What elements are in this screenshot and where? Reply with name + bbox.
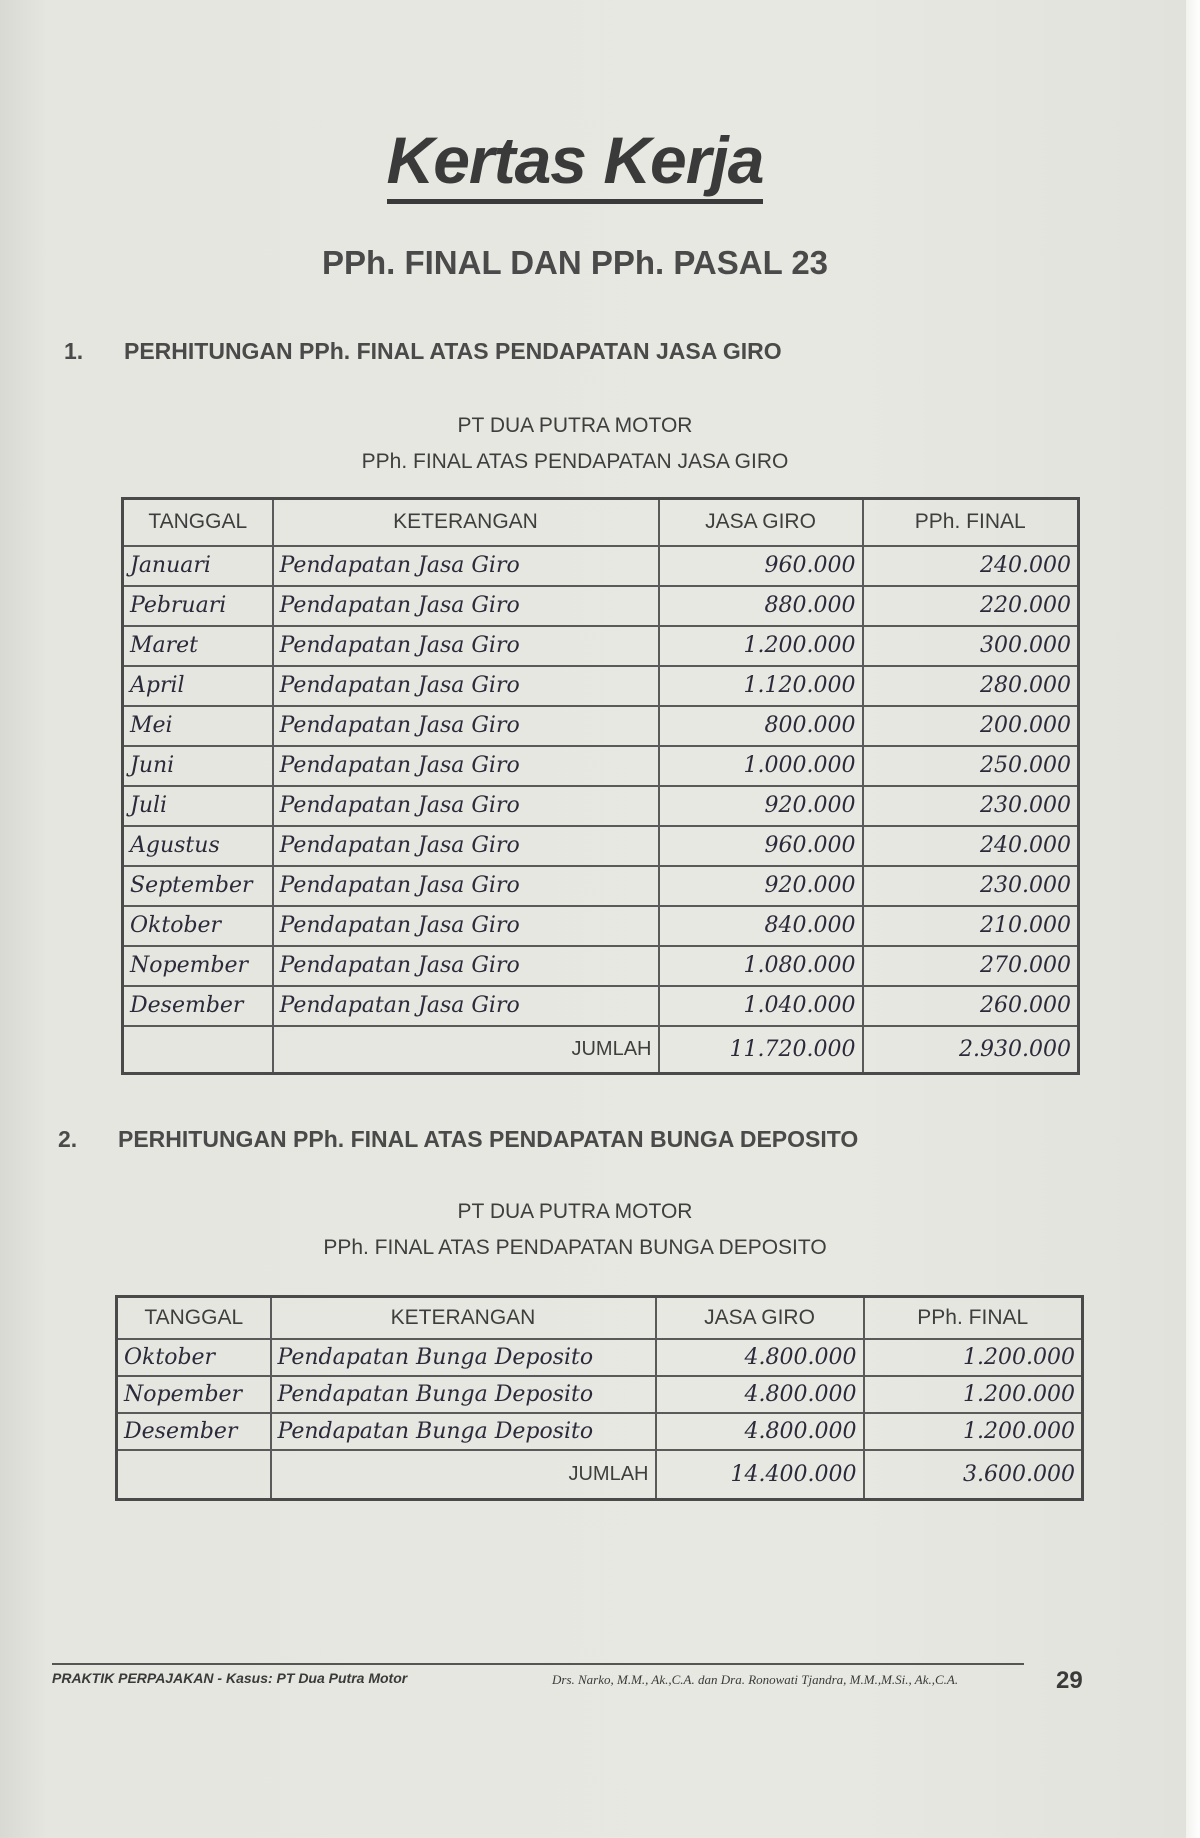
- tanggal-cell: Juli: [123, 786, 273, 826]
- jasa-giro-table: [121, 497, 1080, 1075]
- total-jasa-giro: 14.400.000: [656, 1450, 864, 1500]
- col-keterangan-header: KETERANGAN: [273, 499, 659, 546]
- table-header-row: [123, 499, 1079, 546]
- total-label: JUMLAH: [273, 1026, 659, 1074]
- footer-divider: [52, 1663, 1024, 1665]
- total-tanggal-cell: [117, 1450, 271, 1500]
- table-row: [123, 866, 1079, 906]
- keterangan-cell: Pendapatan Jasa Giro: [273, 946, 659, 986]
- page-edge: [1186, 0, 1200, 1838]
- keterangan-cell: Pendapatan Jasa Giro: [273, 546, 659, 586]
- keterangan-cell: Pendapatan Bunga Deposito: [271, 1376, 656, 1413]
- total-pph-final: 3.600.000: [864, 1450, 1083, 1500]
- table-row: [117, 1339, 1083, 1376]
- section-1-table-title: PPh. FINAL ATAS PENDAPATAN JASA GIRO: [361, 450, 789, 473]
- jasa-giro-cell: 1.000.000: [659, 746, 863, 786]
- col-pph-final-header: PPh. FINAL: [863, 499, 1079, 546]
- pph-final-cell: 280.000: [863, 666, 1079, 706]
- col-jasa-giro-header: JASA GIRO: [656, 1297, 864, 1339]
- total-row: [117, 1450, 1083, 1500]
- tanggal-cell: Maret: [123, 626, 273, 666]
- table-row: [123, 706, 1079, 746]
- tanggal-cell: Desember: [117, 1413, 271, 1450]
- table-row: [123, 786, 1079, 826]
- total-row: [123, 1026, 1079, 1074]
- keterangan-cell: Pendapatan Bunga Deposito: [271, 1413, 656, 1450]
- col-tanggal-header: TANGGAL: [123, 499, 273, 546]
- pph-final-cell: 210.000: [863, 906, 1079, 946]
- jasa-giro-cell: 960.000: [659, 826, 863, 866]
- bunga-deposito-table: [115, 1295, 1084, 1501]
- section-1-heading: 1. PERHITUNGAN PPh. FINAL ATAS PENDAPATAN JASA GIRO: [64, 338, 782, 364]
- pph-final-cell: 250.000: [863, 746, 1079, 786]
- tanggal-cell: Agustus: [123, 826, 273, 866]
- table-row: [123, 586, 1079, 626]
- total-jasa-giro: 11.720.000: [659, 1026, 863, 1074]
- jasa-giro-cell: 4.800.000: [656, 1376, 864, 1413]
- tanggal-cell: Januari: [123, 546, 273, 586]
- table-row: [123, 746, 1079, 786]
- jasa-giro-cell: 920.000: [659, 866, 863, 906]
- keterangan-cell: Pendapatan Jasa Giro: [273, 626, 659, 666]
- jasa-giro-cell: 880.000: [659, 586, 863, 626]
- table-row: [123, 666, 1079, 706]
- table-row: [123, 906, 1079, 946]
- pph-final-cell: 200.000: [863, 706, 1079, 746]
- pph-final-cell: 240.000: [863, 826, 1079, 866]
- jasa-giro-cell: 4.800.000: [656, 1339, 864, 1376]
- pph-final-cell: 230.000: [863, 866, 1079, 906]
- section-1-company: PT DUA PUTRA MOTOR: [457, 414, 693, 437]
- keterangan-cell: Pendapatan Jasa Giro: [273, 986, 659, 1026]
- pph-final-cell: 230.000: [863, 786, 1079, 826]
- table-row: [123, 826, 1079, 866]
- table-row: [123, 986, 1079, 1026]
- keterangan-cell: Pendapatan Jasa Giro: [273, 906, 659, 946]
- page-number: 29: [1056, 1667, 1083, 1694]
- jasa-giro-cell: 1.120.000: [659, 666, 863, 706]
- keterangan-cell: Pendapatan Jasa Giro: [273, 866, 659, 906]
- table-row: [117, 1413, 1083, 1450]
- section-2-table-title: PPh. FINAL ATAS PENDAPATAN BUNGA DEPOSITO: [323, 1236, 827, 1259]
- section-2-company: PT DUA PUTRA MOTOR: [457, 1200, 693, 1223]
- col-tanggal-header: TANGGAL: [117, 1297, 271, 1339]
- jasa-giro-cell: 840.000: [659, 906, 863, 946]
- jasa-giro-cell: 960.000: [659, 546, 863, 586]
- table-row: [123, 546, 1079, 586]
- keterangan-cell: Pendapatan Jasa Giro: [273, 586, 659, 626]
- keterangan-cell: Pendapatan Jasa Giro: [273, 746, 659, 786]
- page-subtitle: PPh. FINAL DAN PPh. PASAL 23: [321, 244, 829, 281]
- tanggal-cell: Juni: [123, 746, 273, 786]
- col-pph-final-header: PPh. FINAL: [864, 1297, 1083, 1339]
- section-2-heading: 2. PERHITUNGAN PPh. FINAL ATAS PENDAPATAN BUNGA DEPOSITO: [58, 1126, 859, 1152]
- jasa-giro-cell: 4.800.000: [656, 1413, 864, 1450]
- col-keterangan-header: KETERANGAN: [271, 1297, 656, 1339]
- tanggal-cell: Oktober: [117, 1339, 271, 1376]
- tanggal-cell: September: [123, 866, 273, 906]
- jasa-giro-cell: 1.200.000: [659, 626, 863, 666]
- total-tanggal-cell: [123, 1026, 273, 1074]
- footer-book-title: PRAKTIK PERPAJAKAN - Kasus: PT Dua Putra Motor: [52, 1670, 408, 1686]
- pph-final-cell: 300.000: [863, 626, 1079, 666]
- pph-final-cell: 220.000: [863, 586, 1079, 626]
- tanggal-cell: Pebruari: [123, 586, 273, 626]
- tanggal-cell: Oktober: [123, 906, 273, 946]
- pph-final-cell: 1.200.000: [864, 1339, 1083, 1376]
- keterangan-cell: Pendapatan Jasa Giro: [273, 706, 659, 746]
- jasa-giro-cell: 920.000: [659, 786, 863, 826]
- table-row: [117, 1376, 1083, 1413]
- tanggal-cell: Desember: [123, 986, 273, 1026]
- jasa-giro-cell: 800.000: [659, 706, 863, 746]
- tanggal-cell: Mei: [123, 706, 273, 746]
- total-label: JUMLAH: [271, 1450, 656, 1500]
- keterangan-cell: Pendapatan Bunga Deposito: [271, 1339, 656, 1376]
- keterangan-cell: Pendapatan Jasa Giro: [273, 786, 659, 826]
- col-jasa-giro-header: JASA GIRO: [659, 499, 863, 546]
- tanggal-cell: April: [123, 666, 273, 706]
- jasa-giro-cell: 1.040.000: [659, 986, 863, 1026]
- tanggal-cell: Nopember: [117, 1376, 271, 1413]
- pph-final-cell: 1.200.000: [864, 1376, 1083, 1413]
- total-pph-final: 2.930.000: [863, 1026, 1079, 1074]
- page-title: Kertas Kerja: [0, 122, 1150, 198]
- table-header-row: [117, 1297, 1083, 1339]
- keterangan-cell: Pendapatan Jasa Giro: [273, 826, 659, 866]
- keterangan-cell: Pendapatan Jasa Giro: [273, 666, 659, 706]
- tanggal-cell: Nopember: [123, 946, 273, 986]
- jasa-giro-cell: 1.080.000: [659, 946, 863, 986]
- pph-final-cell: 1.200.000: [864, 1413, 1083, 1450]
- pph-final-cell: 270.000: [863, 946, 1079, 986]
- table-row: [123, 626, 1079, 666]
- footer-authors: Drs. Narko, M.M., Ak.,C.A. dan Dra. Ronowati Tjandra, M.M.,M.Si., Ak.,C.A.: [552, 1672, 959, 1687]
- pph-final-cell: 240.000: [863, 546, 1079, 586]
- table-row: [123, 946, 1079, 986]
- pph-final-cell: 260.000: [863, 986, 1079, 1026]
